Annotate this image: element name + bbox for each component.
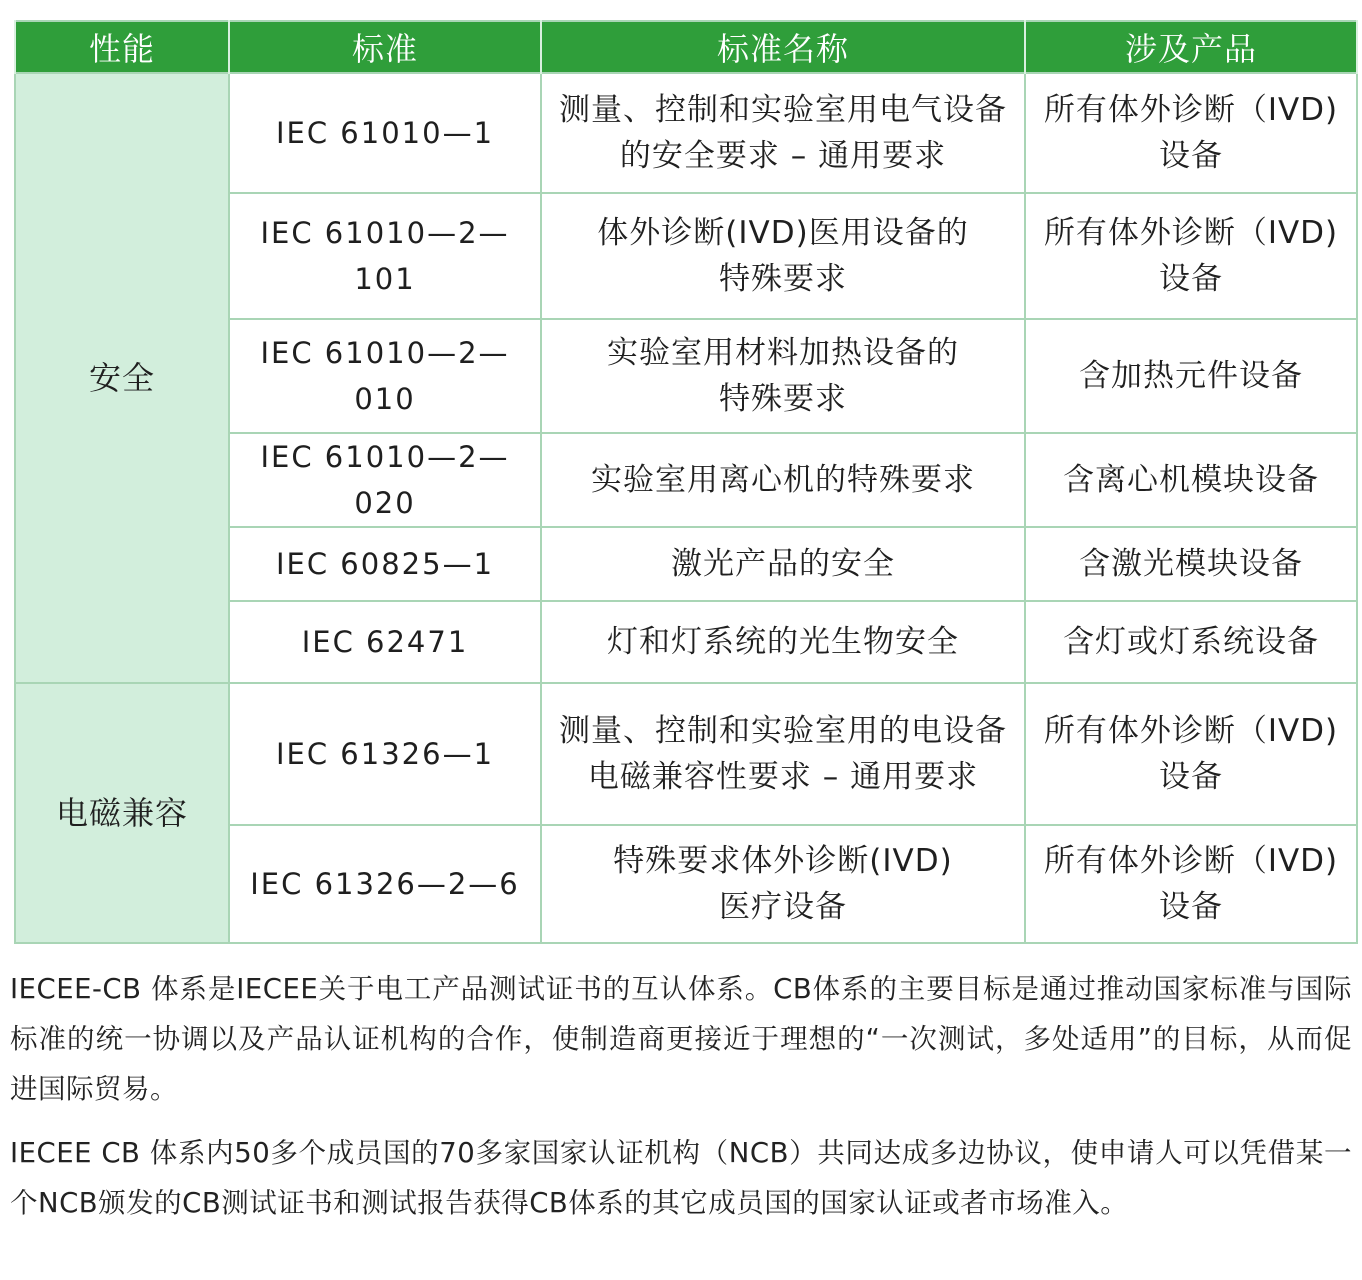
products-line: 含加热元件设备 [1079,358,1303,394]
products-line: 设备 [1159,759,1223,795]
products-line: 所有体外诊断（IVD) [1043,92,1339,128]
standard-name-line: 激光产品的安全 [671,546,895,582]
standard-name [541,825,1025,943]
products [1025,193,1357,319]
standard-name [541,527,1025,601]
standard-code: IEC 61010—1 [229,73,541,193]
standard-code: IEC 61326—2—6 [229,825,541,943]
products-line: 所有体外诊断（IVD) [1043,843,1339,879]
products-line: 含灯或灯系统设备 [1063,624,1319,660]
standard-name [541,73,1025,193]
standards-table-container [14,20,1356,944]
products [1025,433,1357,527]
standard-name [541,683,1025,825]
standard-name-line: 特殊要求 [719,261,847,297]
standard-name [541,319,1025,433]
standard-name-line: 实验室用材料加热设备的 [607,335,959,371]
standard-name-line: 体外诊断(IVD)医用设备的 [597,215,969,251]
table-row [15,73,1357,193]
standard-name-line: 医疗设备 [719,889,847,925]
standard-name-line: 测量、控制和实验室用电气设备 [559,92,1007,128]
header-products: 涉及产品 [1025,21,1357,73]
header-performance: 性能 [15,21,229,73]
performance-safety: 安全 [15,73,229,683]
products-line: 所有体外诊断（IVD) [1043,713,1339,749]
standard-name-line: 测量、控制和实验室用的电设备 [559,713,1007,749]
table-header-row [15,21,1357,73]
products [1025,825,1357,943]
performance-emc: 电磁兼容 [15,683,229,943]
products-line: 含激光模块设备 [1079,546,1303,582]
standard-name-line: 灯和灯系统的光生物安全 [607,624,959,660]
standards-table [14,20,1358,944]
standard-name-line: 电磁兼容性要求 – 通用要求 [587,759,979,795]
paragraph-iecee-cb-intro: IECEE-CB 体系是IECEE关于电工产品测试证书的互认体系。CB体系的主要目标是通过推动国家标准与国际标准的统一协调以及产品认证机构的合作，使制造商更接近于理想的“一次测试，多处适用”的目标，从而促进国际贸易。 [10,973,1352,1105]
standard-code: IEC 62471 [229,601,541,683]
header-standard-name: 标准名称 [541,21,1025,73]
products-line: 设备 [1159,889,1223,925]
article-body [10,964,1352,1242]
standard-name-line: 特殊要求体外诊断(IVD) [613,843,953,879]
standard-name [541,601,1025,683]
products [1025,73,1357,193]
products [1025,527,1357,601]
products [1025,601,1357,683]
standard-code: IEC 61326—1 [229,683,541,825]
products-line: 所有体外诊断（IVD) [1043,215,1339,251]
header-standard: 标准 [229,21,541,73]
products-line: 含离心机模块设备 [1063,462,1319,498]
products [1025,683,1357,825]
standard-code: IEC 61010—2—010 [229,319,541,433]
standard-code: IEC 60825—1 [229,527,541,601]
standard-name [541,433,1025,527]
standard-code: IEC 61010—2—101 [229,193,541,319]
table-row [15,683,1357,825]
standard-name [541,193,1025,319]
products-line: 设备 [1159,261,1223,297]
standard-name-line: 特殊要求 [719,381,847,417]
standard-name-line: 的安全要求 – 通用要求 [619,138,947,174]
products [1025,319,1357,433]
products-line: 设备 [1159,138,1223,174]
standard-code: IEC 61010—2—020 [229,433,541,527]
paragraph-iecee-cb-members: IECEE CB 体系内50多个成员国的70多家国家认证机构（NCB）共同达成多边协议，使申请人可以凭借某一个NCB颁发的CB测试证书和测试报告获得CB体系的其它成员国的国家认证或者市场准入。 [10,1137,1352,1219]
standard-name-line: 实验室用离心机的特殊要求 [591,462,975,498]
